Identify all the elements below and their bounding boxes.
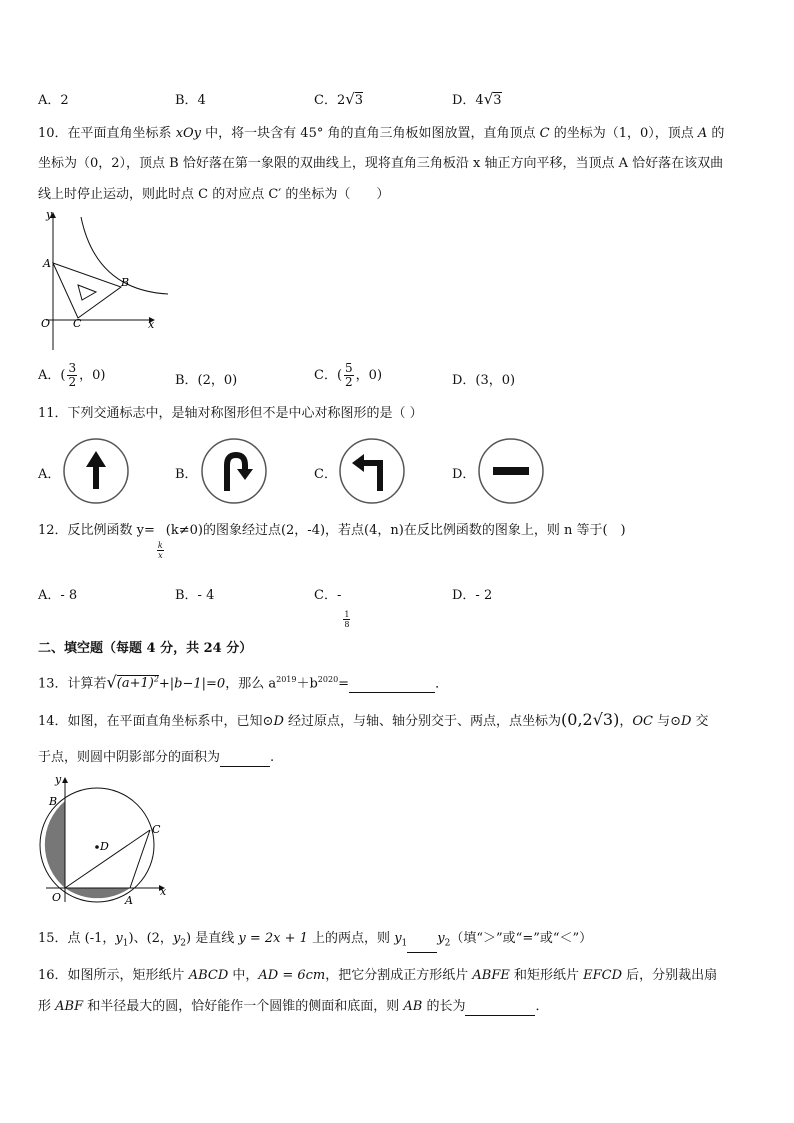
point-c-label: C [152, 823, 161, 836]
q10-option-a-text: A．( [38, 368, 66, 383]
q16-text: 形 [38, 999, 56, 1014]
q13-radicand [117, 675, 159, 691]
q16-var: ABF [55, 999, 84, 1014]
q16-period: ． [535, 999, 549, 1014]
q16-var: ABCD [188, 968, 229, 983]
fraction-denominator: x [158, 551, 163, 560]
q10-option-c-fraction [344, 362, 354, 389]
q15-text: ) 是直线 [186, 931, 239, 946]
q10-option-c-text: C．( [314, 368, 343, 383]
q12-option-a: A．- 8 [38, 588, 78, 603]
origin-label: O [52, 891, 62, 904]
q9-option-b: B．4 [175, 93, 206, 108]
q13-text-a: 13．计算若 [38, 676, 107, 692]
left-turn-sign-icon [338, 437, 406, 505]
q16-var: EFCD [583, 968, 622, 983]
q15-var: y [115, 931, 123, 946]
x-label: x [160, 885, 167, 898]
q9-option-a: A．2 [38, 93, 69, 108]
q15-text: 15．点 (-1， [38, 931, 116, 946]
center-point [95, 845, 99, 849]
q10-var: A [697, 126, 708, 141]
q12-option-d: D．- 2 [452, 588, 493, 603]
point-c-label: C [73, 317, 82, 330]
q16-var: ABFE [472, 968, 510, 983]
q14-var: OC [632, 714, 653, 729]
q13-abs-expr: +|b−1|=0 [158, 676, 226, 692]
point-b-label: B [49, 795, 58, 808]
q15-text [38, 930, 592, 953]
q9-option-d: D．4√3 [452, 90, 502, 108]
q10-text: 10．在平面直角坐标系 [38, 126, 176, 141]
q15-sub: 2 [180, 938, 187, 949]
segment-ac [130, 830, 150, 888]
q15-var: y [437, 931, 445, 946]
q10-var: C [539, 126, 550, 141]
q9-option-c-coef: C．2 [314, 93, 346, 108]
q13-mid: ＋b [296, 676, 318, 692]
q11-label-d: D． [452, 467, 476, 482]
q16-line-2 [38, 998, 548, 1016]
q14-text: ， [619, 714, 633, 729]
q16-text: 和半径最大的圆，恰好能作一个圆锥的侧面和底面，则 [83, 999, 404, 1014]
q10-line-2: 坐标为（0，2），顶点 B 恰好落在第一象限的双曲线上，现将直角三角板沿 x 轴正方向平移，当顶点 A 恰好落在该双曲 [38, 156, 724, 171]
fraction-denominator: 2 [68, 375, 77, 389]
q10-line-3: 线上时停止运动，则此时点 C 的对应点 C′ 的坐标为（ ） [38, 187, 390, 202]
q12-text-a: 12．反比例函数 y= [38, 523, 155, 538]
q16-answer-blank[interactable] [465, 1015, 535, 1016]
q12-text [38, 522, 626, 560]
q15-answer-blank[interactable] [407, 952, 437, 953]
triangle-hole [78, 285, 96, 300]
q13-text: 13．计算若$√(a+1)^2+|b-1|=0$，那么 $a^{2019}+b^{2020}=$ ． [38, 672, 449, 692]
q11-label-a: A． [38, 467, 61, 482]
q15-sub: 1 [122, 938, 129, 949]
q10-figure [36, 205, 176, 355]
q15-text: )、(2， [128, 931, 173, 946]
q14-text: 经过原点，与轴、轴分别交于、两点，点坐标为 [283, 714, 562, 729]
fraction-numerator: k [157, 541, 163, 550]
q13-radicand-exp: 2 [153, 675, 159, 684]
q16-text: 中， [228, 968, 259, 983]
segment-oc [65, 830, 150, 888]
q16-text: ，把它分割成正方形纸片 [325, 968, 473, 983]
q14-text: 14．如图，在平面直角坐标系中，已知⊙ [38, 714, 274, 729]
q12-option-c-text: C．- [314, 588, 342, 603]
shaded-region-left [45, 801, 65, 888]
q14-period: . [270, 750, 275, 765]
q15-text: 上的两点，则 [307, 931, 395, 946]
q10-option-d: D．(3，0) [452, 373, 516, 388]
y-label: y [55, 773, 62, 786]
q9-option-c: C．2√3 [314, 90, 364, 108]
q14-var: D [680, 714, 692, 729]
q15-sub: 1 [401, 938, 408, 949]
q16-text: 后，分别裁出扇 [622, 968, 718, 983]
q14-coord: (0,2√3) [561, 710, 620, 729]
q12-option-c-fraction [343, 610, 350, 629]
q12-fraction [157, 541, 164, 560]
q15-text: （填“＞”或“=”或“＜”） [450, 931, 593, 946]
u-turn-sign-icon [200, 437, 268, 505]
q13-radicand-expr: (a+1) [116, 676, 154, 692]
q13-exp-1: 2019 [276, 675, 297, 684]
q13-period: ． [435, 676, 449, 692]
q14-line-1 [38, 711, 709, 731]
q9-option-d-coef: D．4 [452, 93, 484, 108]
q12-option-b: B．- 4 [175, 588, 215, 603]
q11-label-b: B． [175, 467, 198, 482]
fraction-numerator: 3 [68, 361, 77, 375]
q14-line-2 [38, 749, 274, 767]
q15-sub: 2 [444, 938, 451, 949]
q13-equals: = [338, 676, 350, 692]
q12-text-b: (k≠0)的图象经过点(2，-4)，若点(4，n)在反比例函数的图象上，则 n 等于( ) [165, 523, 626, 538]
fraction-numerator: 1 [344, 610, 350, 619]
section-heading: 二、填空题（每题 4 分，共 24 分） [38, 641, 253, 656]
straight-arrow-sign-icon [62, 437, 130, 505]
q14-text: 于点，则圆中阴影部分的面积为 [38, 750, 221, 765]
q9-option-d-radicand: 3 [493, 93, 502, 108]
q14-figure [36, 772, 176, 907]
q10-text: 中，将一块含有 45° 角的直角三角板如图放置，直角顶点 [201, 126, 540, 141]
q14-answer-blank[interactable] [220, 766, 270, 767]
q10-var: xOy [175, 126, 202, 141]
q14-var: D [273, 714, 284, 729]
q14-text: 与⊙ [652, 714, 681, 729]
fraction-numerator: 5 [345, 361, 353, 375]
fraction-denominator: 8 [344, 620, 350, 629]
q10-option-a-fraction [67, 362, 77, 389]
q11-label-c: C． [314, 467, 337, 482]
q13-text-b: ，那么 a [225, 676, 277, 692]
fraction-denominator: 2 [345, 375, 353, 389]
point-b-label: B [121, 276, 130, 289]
q12-option-c [314, 584, 352, 629]
point-a-label: A [43, 257, 51, 270]
q10-text: 的 [707, 126, 725, 141]
q15-equation: y = 2x + 1 [238, 931, 308, 946]
q10-option-c-text: ，0) [355, 368, 383, 383]
q10-option-a [38, 362, 105, 389]
q10-option-b: B．(2，0) [175, 373, 238, 388]
q13-answer-blank[interactable] [349, 692, 435, 693]
q16-var: AB [403, 999, 423, 1014]
q10-option-a-text: ，0) [79, 368, 106, 383]
y-label: y [46, 208, 53, 221]
q10-option-c [314, 362, 382, 389]
q10-line-1 [38, 125, 724, 143]
point-a-label: A [125, 894, 133, 907]
q16-text: 的长为 [422, 999, 466, 1014]
origin-label: O [41, 317, 51, 330]
q16-text: 和矩形纸片 [509, 968, 584, 983]
q16-text: 16．如图所示，矩形纸片 [38, 968, 189, 983]
q15-var: y [394, 931, 402, 946]
q14-text: 交 [691, 714, 709, 729]
x-label: x [148, 318, 155, 331]
q13-exp-2: 2020 [317, 675, 339, 684]
q16-equation: AD = 6cm [258, 968, 326, 983]
no-entry-sign-icon [477, 437, 545, 505]
triangle-abc [53, 263, 121, 318]
point-d-label: D [100, 840, 109, 853]
q9-option-c-radicand: 3 [354, 93, 364, 108]
q15-var: y [172, 931, 181, 946]
q16-line-1 [38, 967, 717, 985]
q10-text: 的坐标为（1，0），顶点 [549, 126, 698, 141]
q11-text: 11．下列交通标志中，是轴对称图形但不是中心对称图形的是（ ） [38, 406, 423, 421]
